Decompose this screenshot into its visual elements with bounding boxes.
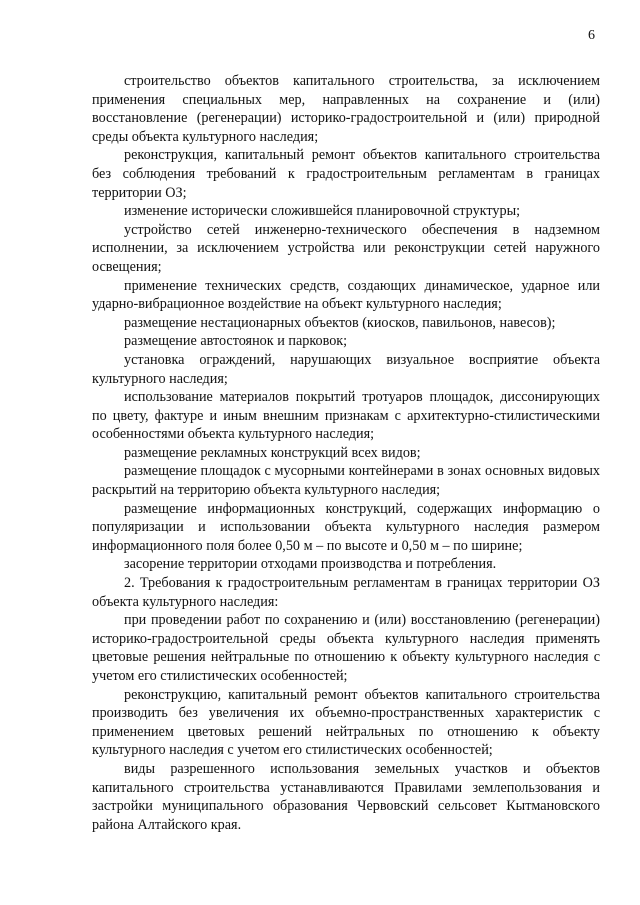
paragraph: реконструкцию, капитальный ремонт объектов капитального строительства производить без увеличения их объемно-пространственных характеристик с применением цветовых решений нейтральных по отношению к объекту культурного наследия с учетом его стилистических особенностей; [92,686,600,759]
paragraph: засорение территории отходами производства и потребления. [124,556,497,573]
paragraph: размещение площадок с мусорными контейнерами в зонах основных видовых раскрытий на территорию объекта культурного наследия; [92,463,600,499]
paragraph: устройство сетей инженерно-технического обеспечения в надземном исполнении, за исключением устройства или реконструкции сетей наружного освещения; [92,221,600,275]
paragraph: размещение автостоянок и парковок; [124,333,348,350]
section-heading: 2. Требования к градостроительным регламентам в границах территории ОЗ объекта культурного наследия: [92,575,600,610]
paragraph: изменение исторически сложившейся планировочной структуры; [124,203,521,220]
page-number: 6 [588,28,595,43]
paragraph: использование материалов покрытий тротуаров площадок, диссонирующих по цвету, фактуре и иным внешним признакам с архитектурно-стилистическими особенностями объекта культурного наследия; [92,389,600,443]
paragraph: при проведении работ по сохранению и (или) восстановлению (регенерации) историко-градостроительной среды объекта культурного наследия применять цветовые решения нейтральные по отношению к объекту культурного наследия с учетом его стилистических особенностей; [92,612,600,684]
paragraph: применение технических средств, создающих динамическое, ударное или ударно-вибрационное воздействие на объект культурного наследия; [92,277,600,313]
paragraph: размещение информационных конструкций, содержащих информацию о популяризации и использовании объекта культурного наследия размером информационного поля более 0,50 м – по высоте и 0,50 м – по ширине; [92,500,600,554]
document-body [92,72,600,834]
paragraph: установка ограждений, нарушающих визуальное восприятие объекта культурного наследия; [92,351,600,387]
paragraph: реконструкция, капитальный ремонт объектов капитального строительства без соблюдения требований к градостроительным регламентам в границах территории ОЗ; [92,147,600,201]
paragraph: размещение рекламных конструкций всех видов; [124,444,421,461]
paragraph: строительство объектов капитального строительства, за исключением применения специальных мер, направленных на сохранение и (или) восстановление (регенерации) историко-градостроительной и (или) природной среды объекта культурного наследия; [92,73,600,145]
paragraph: виды разрешенного использования земельных участков и объектов капитального строительства устанавливаются Правилами землепользования и застройки муниципального образования Червовский сельсовет Кытмановского района Алтайского края. [92,760,600,833]
paragraph: размещение нестационарных объектов (киосков, павильонов, навесов); [124,314,556,331]
